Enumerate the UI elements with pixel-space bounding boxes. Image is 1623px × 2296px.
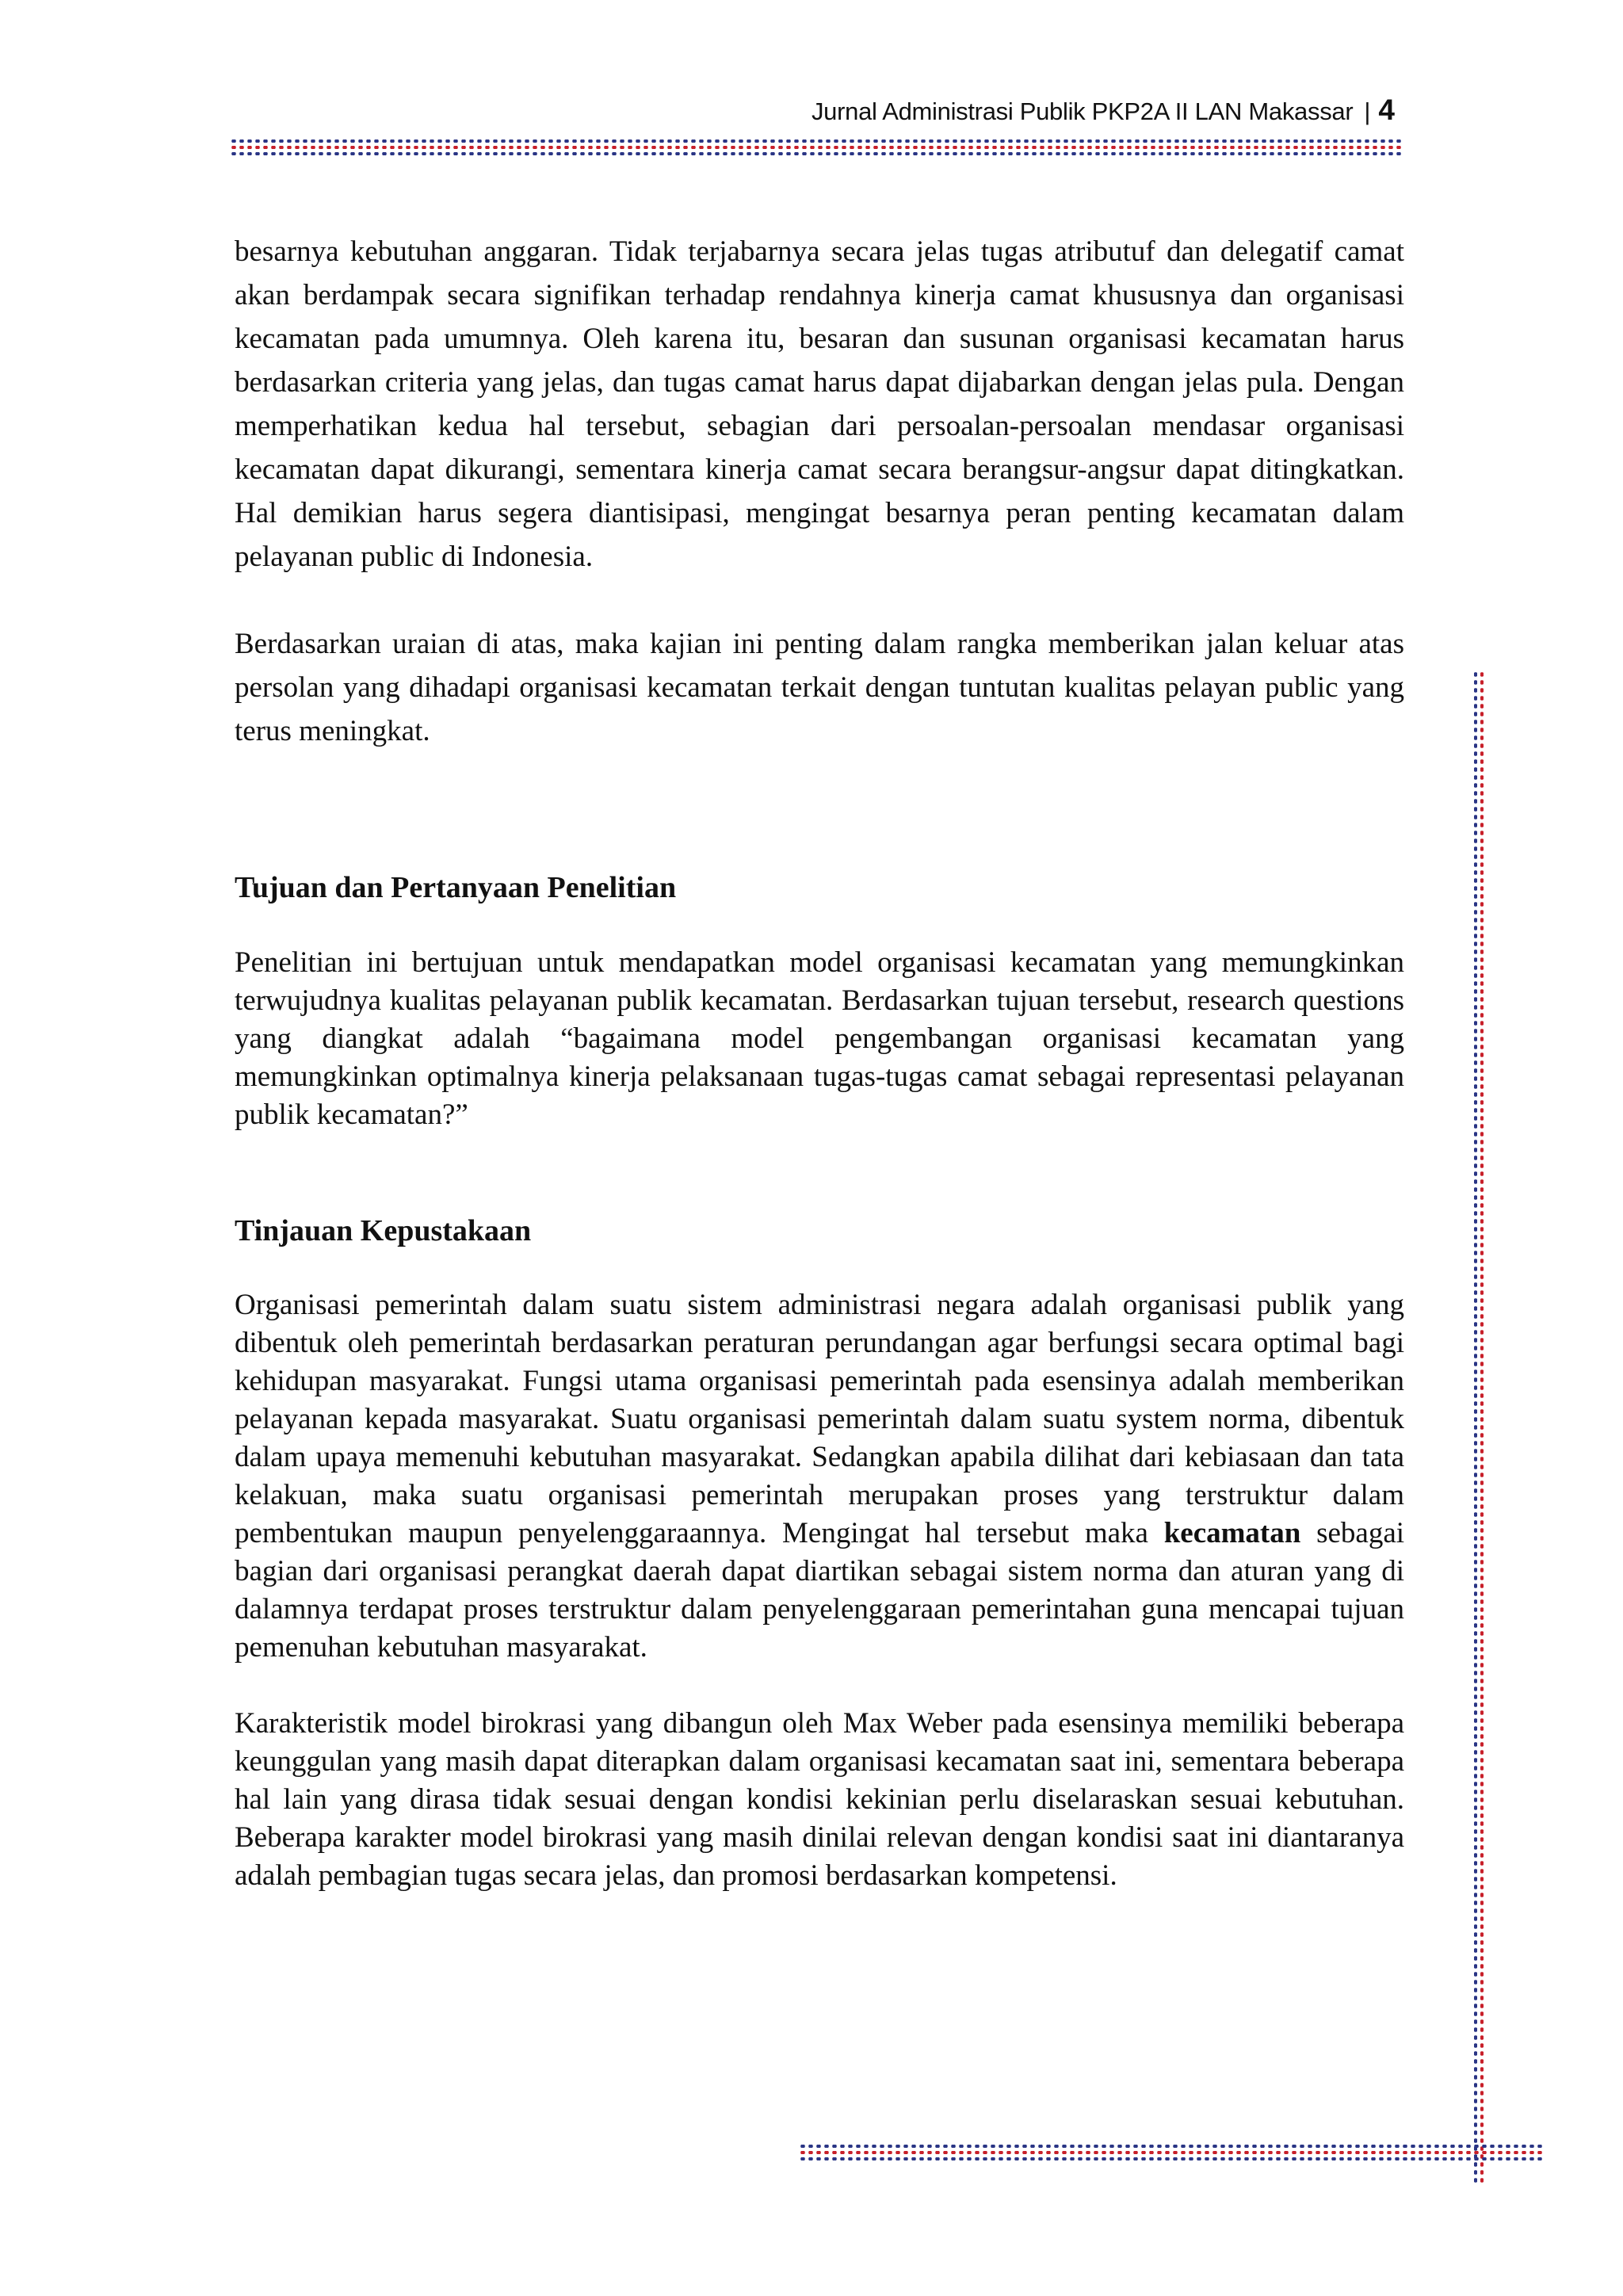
footer-dotted-rule-bottom [799,2157,1544,2160]
body-paragraph: Karakteristik model birokrasi yang dibangun oleh Max Weber pada esensinya memiliki beberapa keunggulan yang masih dapat diterapkan dalam organisasi kecamatan saat ini, sementara beberapa hal lain yang dirasa tidak sesuai dengan kondisi kekinian perlu diselaraskan sesuai kebutuhan. Beberapa karakter model birokrasi yang masih dinilai relevan dengan kondisi saat ini diantaranya adalah pembagian tugas secara jelas, dan promosi berdasarkan kompetensi. [235,1707,1404,1892]
margin-dotted-rule-left [1474,670,1477,2184]
paragraph-text: sebagai bagian dari organisasi perangkat daerah dapat diartikan sebagai sistem norma dan aturan yang di dalamnya terdapat proses terstruktur dalam penyelenggaraan pemerintahan guna mencapai tujuan pemenuhan kebutuhan masyarakat. [235,1517,1405,1664]
body-paragraph: Penelitian ini bertujuan untuk mendapatkan model organisasi kecamatan yang memungkinkan terwujudnya kualitas pelayanan publik kecamatan. Berdasarkan tujuan tersebut, research questions yang diangkat adalah “bagaimana model pengembangan organisasi kecamatan yang memungkinkan optimalnya kinerja pelaksanaan tugas-tugas camat sebagai representasi pelayanan publik kecamatan?” [235,946,1404,1131]
journal-title: Jurnal Administrasi Publik PKP2A II LAN Makassar [811,97,1354,125]
footer-dotted-rule-middle [799,2151,1544,2154]
header-dotted-rule-bottom [230,152,1403,155]
paragraph-text: Organisasi pemerintah dalam suatu sistem administrasi negara adalah organisasi publik yang dibentuk oleh pemerintah berdasarkan peraturan perundangan agar berfungsi secara optimal bagi kehidupan masyarakat. Fungsi utama organisasi pemerintah pada esensinya adalah memberikan pelayanan kepada masyarakat. Suatu organisasi pemerintah dalam suatu system norma, dibentuk dalam upaya memenuhi kebutuhan masyarakat. Sedangkan apabila dilihat dari kebiasaan dan tata kelakuan, maka suatu organisasi pemerintah merupakan proses yang terstruktur dalam pembentukan maupun penyelenggaraannya. Mengingat hal tersebut maka [235,1289,1404,1549]
header-separator: | [1364,97,1371,125]
running-header [230,94,1395,127]
margin-dotted-rule-right [1480,670,1484,2184]
body-paragraph: besarnya kebutuhan anggaran. Tidak terjabarnya secara jelas tugas atributuf dan delegatif camat akan berdampak secara signifikan terhadap rendahnya kinerja camat khususnya dan organisasi kecamatan pada umumnya. Oleh karena itu, besaran dan susunan organisasi kecamatan harus berdasarkan criteria yang jelas, dan tugas camat harus dapat dijabarkan dengan jelas pula. Dengan memperhatikan kedua hal tersebut, sebagian dari persoalan-persoalan mendasar organisasi kecamatan dapat dikurangi, sementara kinerja camat secara berangsur-angsur dapat ditingkatkan. Hal demikian harus segera diantisipasi, mengingat besarnya peran penting kecamatan dalam pelayanan public di Indonesia. [235,235,1404,573]
footer-dotted-rule-top [799,2145,1544,2148]
article-body [235,230,1404,1895]
body-paragraph: Berdasarkan uraian di atas, maka kajian ini penting dalam rangka memberikan jalan keluar atas persolan yang dihadapi organisasi kecamatan terkait dengan tuntutan kualitas pelayan public yang terus meningkat. [235,628,1404,747]
body-paragraph [235,1286,1404,1667]
header-dotted-rule-middle [230,146,1403,149]
section-heading: Tinjauan Kepustakaan [235,1214,532,1247]
page-number: 4 [1378,94,1395,126]
header-dotted-rule-top [230,139,1403,143]
bold-term: kecamatan [1163,1517,1301,1549]
section-heading: Tujuan dan Pertanyaan Penelitian [235,871,677,904]
